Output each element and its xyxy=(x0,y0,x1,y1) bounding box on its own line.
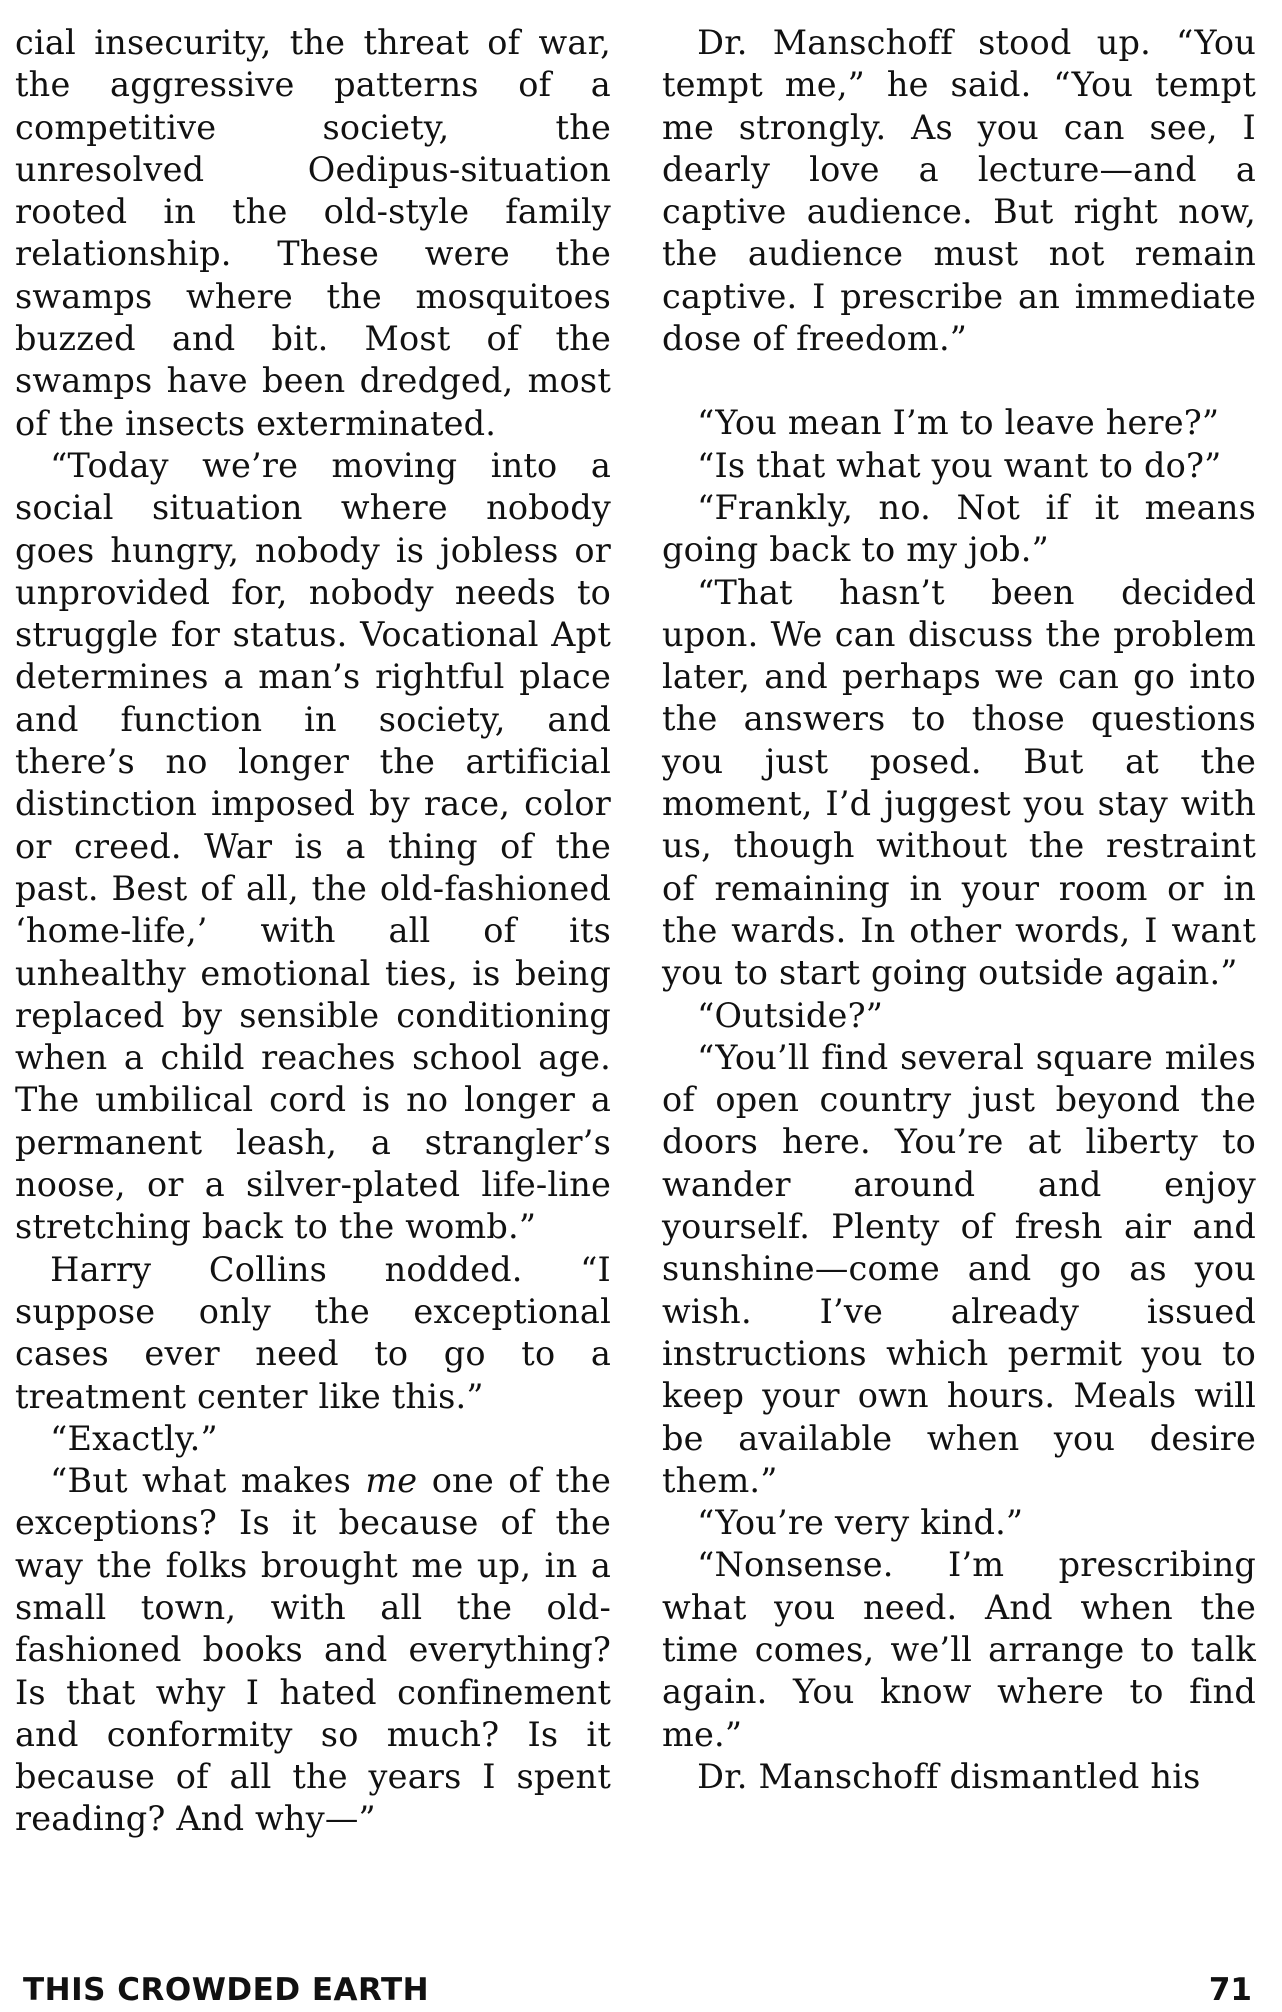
paragraph: Harry Collins nodded. “I suppose only the exceptional cases ever need to go to a treatment center like this.” xyxy=(15,1249,611,1416)
paragraph: “You’ll find several square miles of open country just beyond the doors here. You’re at liberty to wander around and enjoy yourself. Plenty of fresh air and sunshine—come and go as you wish. I’ve already issued instructions which permit you to keep your own hours. Meals will be available when you desire them.” xyxy=(662,1037,1256,1500)
emphasized-word: me xyxy=(365,1461,418,1501)
right-text-column xyxy=(662,22,1256,1798)
paragraph: “Frankly, no. Not if it means going back to my job.” xyxy=(662,487,1256,570)
paragraph: “Nonsense. I’m prescribing what you need. And when the time comes, we’ll arrange to talk again. You know where to find me.” xyxy=(662,1545,1256,1754)
paragraph: “Is that what you want to do?” xyxy=(697,445,1222,485)
paragraph: Dr. Manschoff dismantled his xyxy=(697,1756,1201,1796)
paragraph-text: one of the exceptions? Is it because of the way the folks brought me up, in a small town, with all the old-fashioned books and everything? Is that why I hated confinement and conformity so much? Is it because of all the years I spent reading? And why—” xyxy=(15,1461,611,1839)
paragraph: Dr. Manschoff stood up. “You tempt me,” he said. “You tempt me strongly. As you can see, I dearly love a lecture—and a captive audience. But right now, the audience must not remain captive. I prescribe an immediate dose of freedom.” xyxy=(662,23,1256,359)
paragraph: cial insecurity, the threat of war, the aggressive patterns of a competitive society, the unresolved Oedipus-situation rooted in the old-style family relationship. These were the swamps where the mosquitoes buzzed and bit. Most of the swamps have been dredged, most of the insects exterminated. xyxy=(15,23,611,443)
paragraph: “Outside?” xyxy=(697,995,884,1035)
paragraph xyxy=(15,1460,611,1841)
running-title: THIS CROWDED EARTH xyxy=(23,1972,430,2008)
paragraph: “Today we’re moving into a social situation where nobody goes hungry, nobody is jobless or unprovided for, nobody needs to struggle for status. Vocational Apt determines a man’s rightful place and function in society, and there’s no longer the artificial distinction imposed by race, color or creed. War is a thing of the past. Best of all, the old-fashioned ‘home-life,’ with all of its unhealthy emotional ties, is being replaced by sensible conditioning when a child reaches school age. The umbilical cord is no longer a permanent leash, a strangler’s noose, or a silver-plated life-line stretching back to the womb.” xyxy=(15,445,611,1247)
left-text-column xyxy=(15,22,611,1841)
page-number: 71 xyxy=(1208,1972,1252,2008)
paragraph: “Exactly.” xyxy=(50,1418,218,1458)
paragraph: “You mean I’m to leave here?” xyxy=(697,403,1220,443)
paragraph: “That hasn’t been decided upon. We can discuss the problem later, and perhaps we can go into the answers to those questions you just posed. But at the moment, I’d juggest you stay with us, though without the restraint of remaining in your room or in the wards. In other words, I want you to start going outside again.” xyxy=(662,572,1256,993)
page-footer xyxy=(15,1972,1256,2012)
paragraph-text: “But what makes xyxy=(50,1461,366,1501)
paragraph: “You’re very kind.” xyxy=(697,1503,1024,1543)
